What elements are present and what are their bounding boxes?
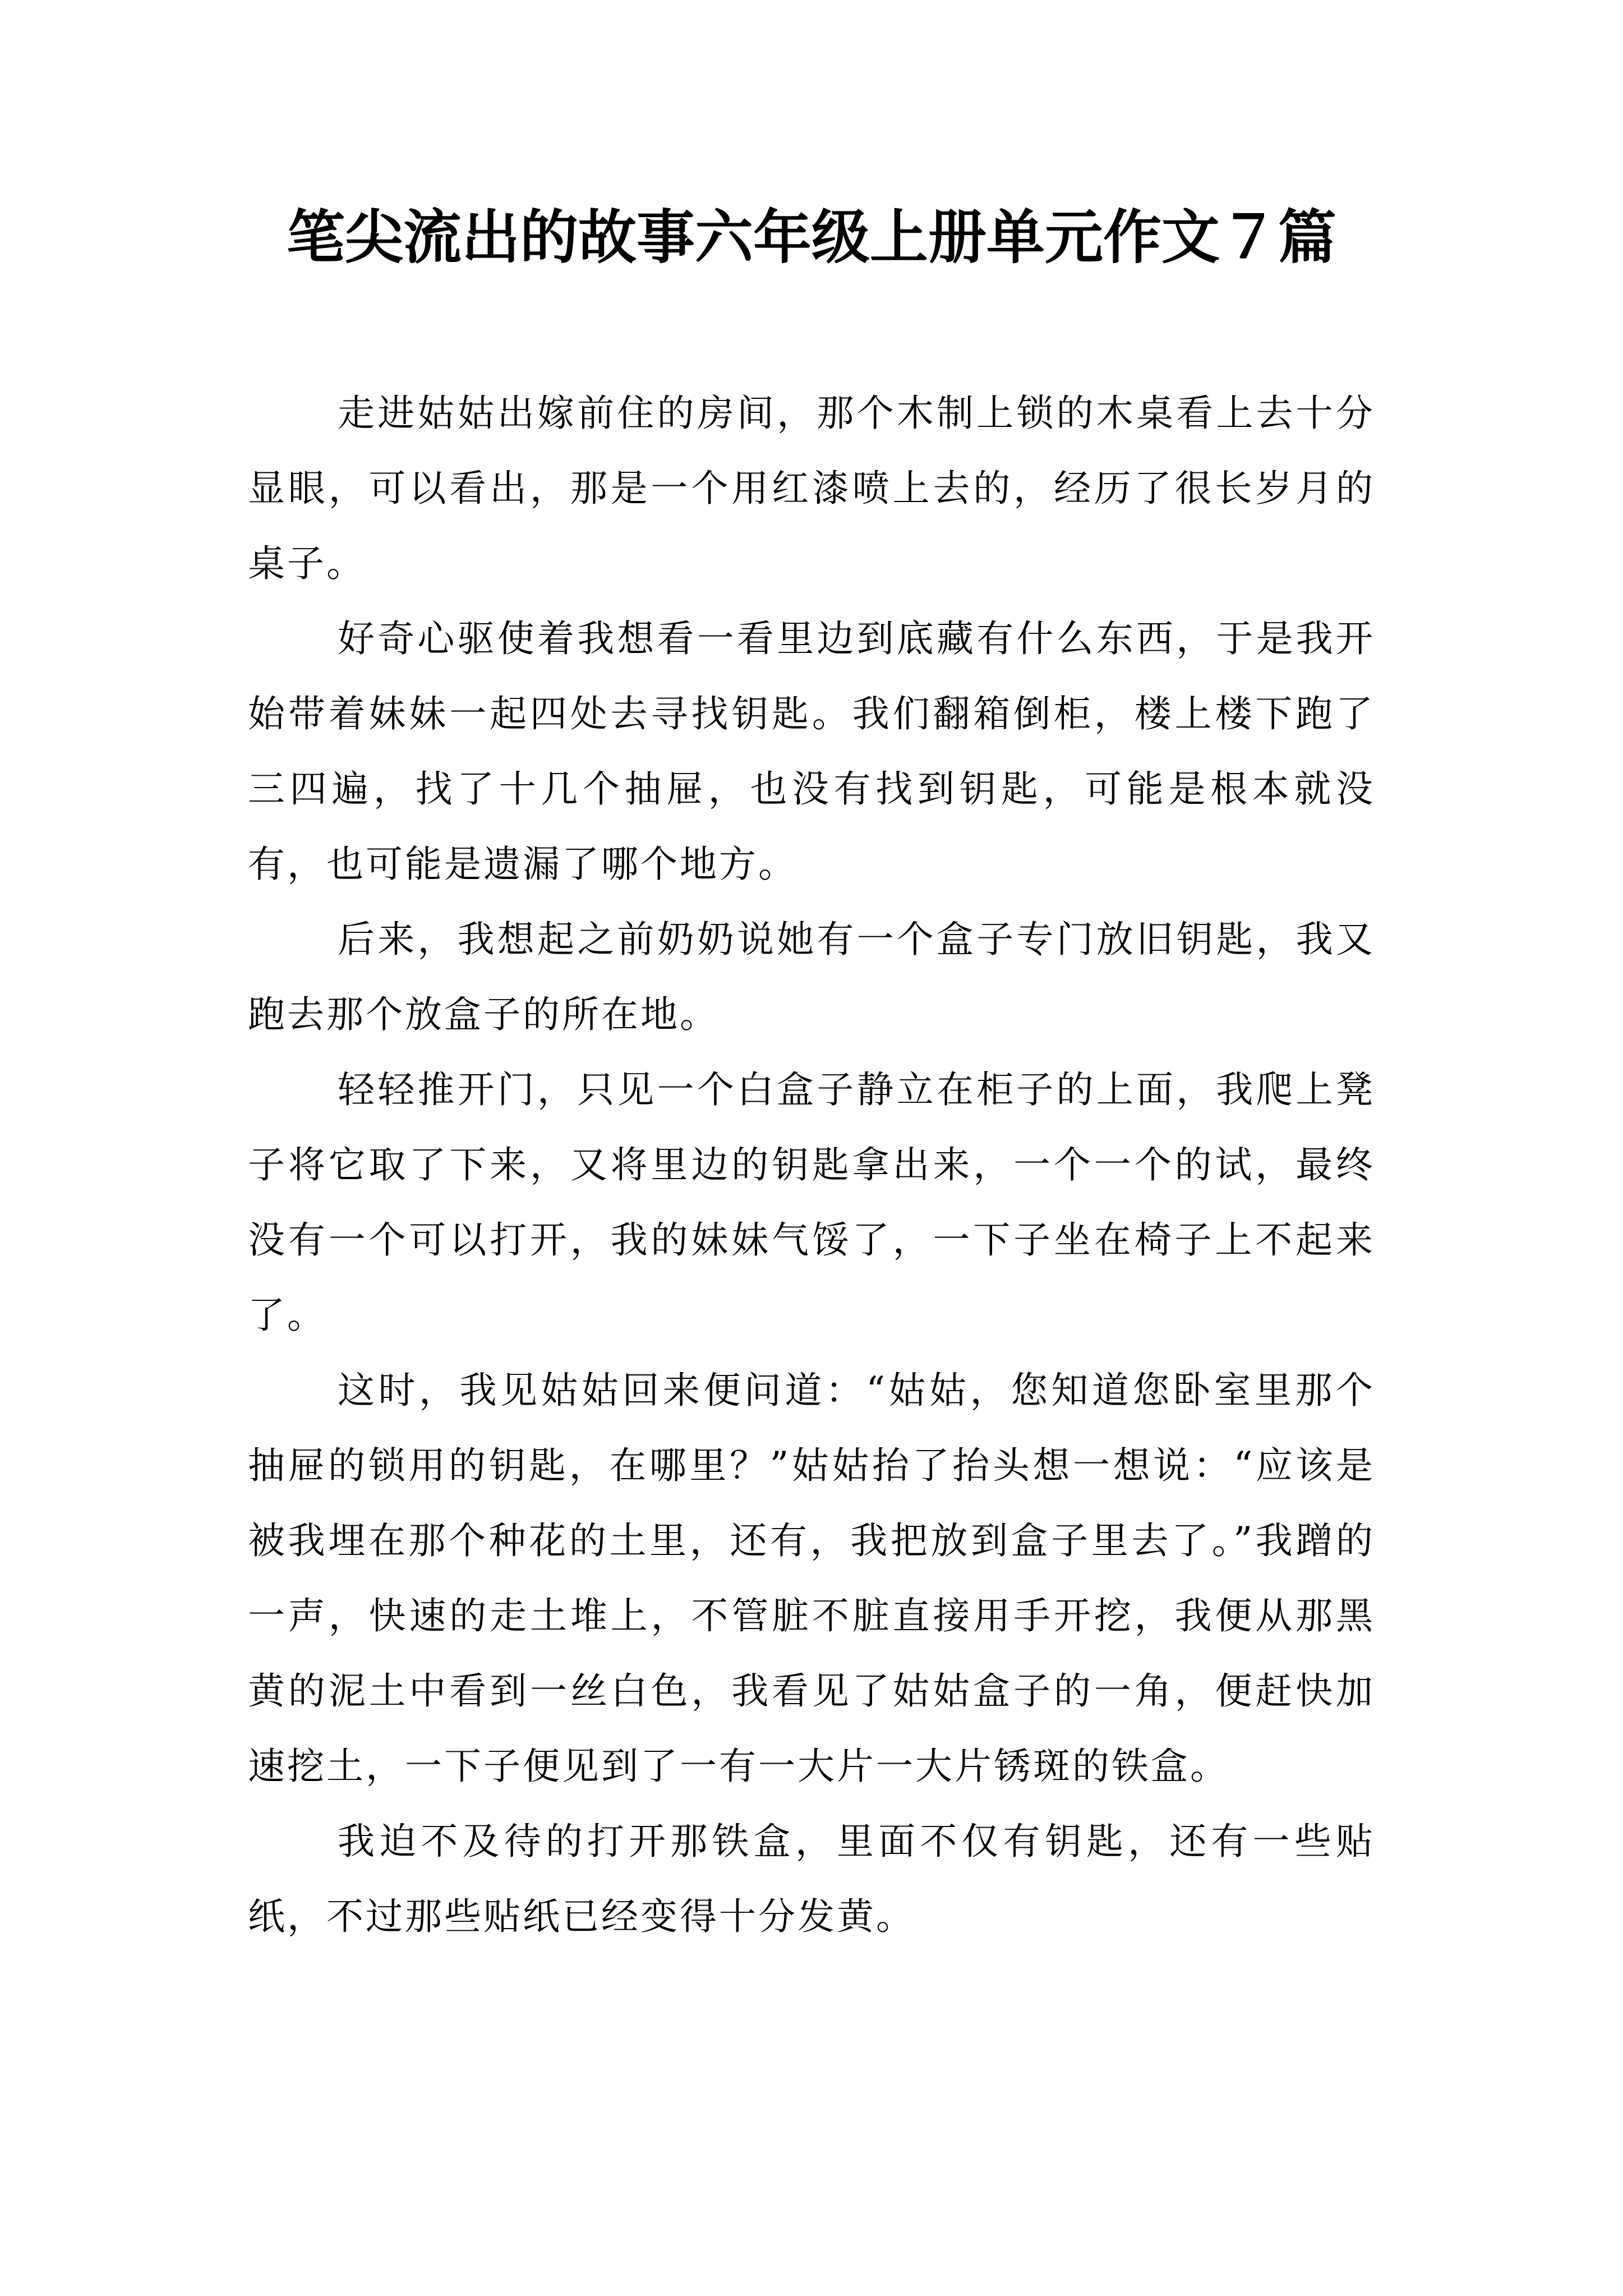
paragraph-5: 这时，我见姑姑回来便问道：“姑姑，您知道您卧室里那个抽屉的锁用的钥匙，在哪里？”姑姑抬了抬头想一想说：“应该是被我埋在那个种花的土里，还有，我把放到盒子里去了。”我蹭的一声，快速的走土堆上，不管脏不脏直接用手开挖，我便从那黑黄的泥土中看到一丝白色，我看见了姑姑盒子的一角，便赶快加速挖土，一下子便见到了一有一大片一大片锈斑的铁盒。 bbox=[248, 1369, 1375, 1788]
paragraph-3: 后来，我想起之前奶奶说她有一个盒子专门放旧钥匙，我又跑去那个放盒子的所在地。 bbox=[248, 918, 1375, 1036]
document-title: 笔尖流出的故事六年级上册单元作文７篇 bbox=[286, 203, 1336, 272]
paragraph-1: 走进姑姑出嫁前住的房间，那个木制上锁的木桌看上去十分显眼，可以看出，那是一个用红漆喷上去的，经历了很长岁月的桌子。 bbox=[248, 392, 1375, 585]
paragraph-6: 我迫不及待的打开那铁盒，里面不仅有钥匙，还有一些贴纸，不过那些贴纸已经变得十分发黄。 bbox=[248, 1820, 1375, 1938]
paragraph-4: 轻轻推开门，只见一个白盒子静立在柜子的上面，我爬上凳子将它取了下来，又将里边的钥匙拿出来，一个一个的试，最终没有一个可以打开，我的妹妹气馁了，一下子坐在椅子上不起来了。 bbox=[248, 1068, 1375, 1337]
paragraph-2: 好奇心驱使着我想看一看里边到底藏有什么东西，于是我开始带着妹妹一起四处去寻找钥匙。我们翻箱倒柜，楼上楼下跑了三四遍，找了十几个抽屉，也没有找到钥匙，可能是根本就没有，也可能是遗漏了哪个地方。 bbox=[248, 617, 1375, 886]
document-body bbox=[248, 376, 1375, 1954]
